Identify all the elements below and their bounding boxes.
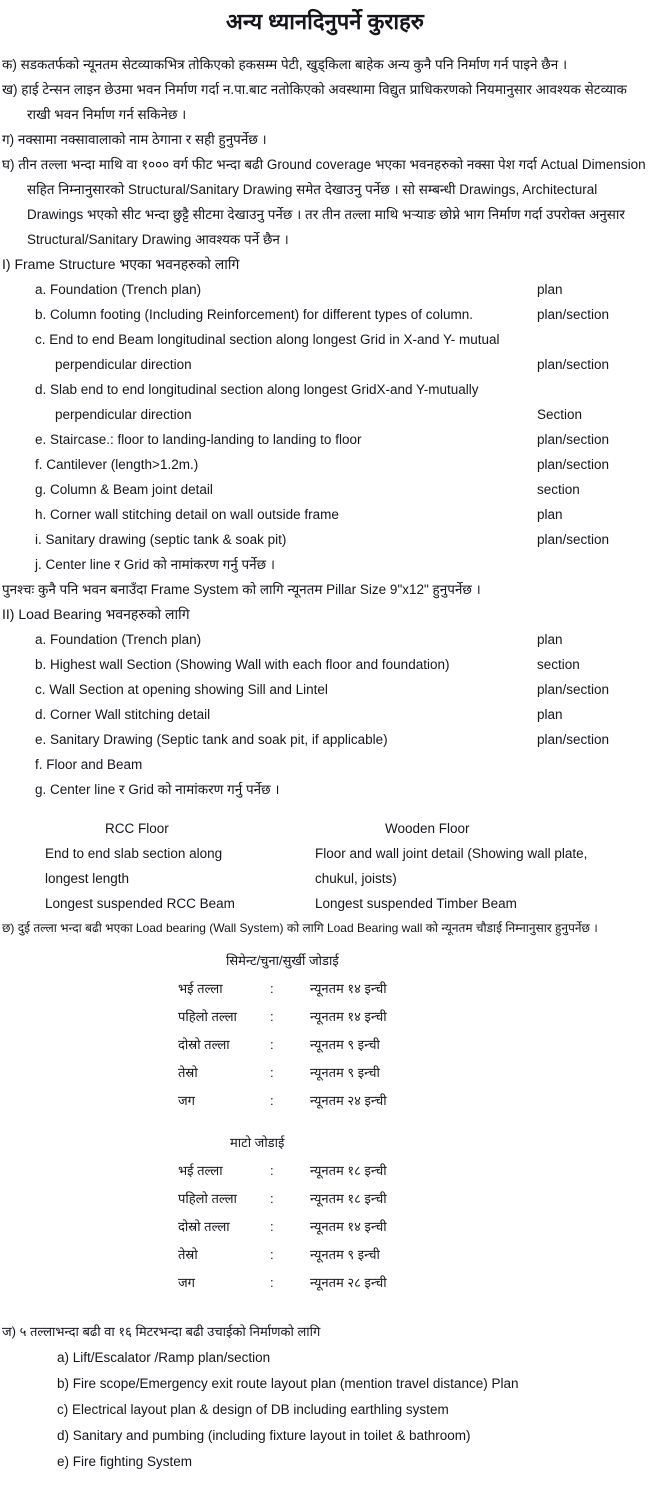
- separator: :: [270, 1093, 274, 1108]
- rcc-floor-cell: End to end slab section along longest length: [45, 846, 223, 886]
- mortar-row: [178, 1003, 648, 1031]
- drawing-type: plan: [537, 707, 563, 722]
- min-width-value: न्यूनतम ९ इन्ची: [310, 1037, 380, 1052]
- separator: :: [270, 1163, 274, 1178]
- min-width-value: न्यूनतम ९ इन्ची: [310, 1065, 380, 1080]
- requirement-row: [35, 727, 648, 752]
- floor-label: पहिलो तल्ला: [178, 1009, 237, 1024]
- min-width-value: न्यूनतम १४ इन्ची: [310, 1009, 387, 1024]
- wooden-floor-cell: Longest suspended Timber Beam: [315, 896, 517, 911]
- mortar-table-cement: [178, 947, 648, 1115]
- note-gha: घ) तीन तल्ला भन्दा माथि वा १००० वर्ग फीट भन्दा बढी Ground coverage भएका भवनहरुको नक्सा पेश गर्दा Actual Dimension सहित निम्नानुसारको Structural/Sanitary Drawing समेत देखाउनु पर्नेछ । सो सम्बन्धी Drawings, Architectural Drawings भएको सीट भन्दा छुट्टै सीटमा देखाउनु पर्नेछ । तर तीन तल्ला माथि भऱ्याङ छोप्ने भाग निर्माण गर्दा उपरोक्त अनुसार Structural/Sanitary Drawing आवश्यक पर्ने छैन ।: [2, 157, 646, 247]
- min-width-value: न्यूनतम २८ इन्ची: [310, 1275, 387, 1290]
- note-kha: ख) हाई टेन्सन लाइन छेउमा भवन निर्माण गर्दा न.पा.बाट नतोकिएको अवस्थामा विद्युत प्राधिकरणको नियमानुसार आवश्यक सेटव्याक राखी भवन निर्माण गर्न सकिनेछ ।: [2, 82, 627, 122]
- separator: :: [270, 981, 274, 996]
- floor-label: भई तल्ला: [178, 1163, 223, 1178]
- requirement-text: g. Column & Beam joint detail: [35, 482, 213, 497]
- drawing-type: plan/section: [537, 682, 610, 697]
- drawing-type: plan: [537, 632, 563, 647]
- requirement-row: [35, 652, 648, 677]
- min-width-value: न्यूनतम १८ इन्ची: [310, 1191, 387, 1206]
- requirement-text: h. Corner wall stitching detail on wall outside frame: [35, 507, 339, 522]
- requirement-row: [35, 752, 648, 777]
- drawing-type: plan: [537, 282, 563, 297]
- requirement-row: [35, 302, 648, 327]
- wooden-floor-header: Wooden Floor: [385, 821, 470, 836]
- requirement-text: j. Center line र Grid को नामांकरण गर्नु पर्नेछ ।: [35, 557, 275, 572]
- requirement-text: c. Wall Section at opening showing Sill and Lintel: [35, 682, 328, 697]
- requirement-row: [35, 452, 648, 477]
- tall-building-item: e) Fire fighting System: [57, 1454, 193, 1469]
- requirement-text: i. Sanitary drawing (septic tank & soak pit): [35, 532, 287, 547]
- wall-width-note: छ) दुई तल्ला भन्दा बढी भएका Load bearing (Wall System) को लागि Load Bearing wall को न्यूनतम चौडाई निम्नानुसार हुनुपर्नेछ ।: [2, 921, 598, 935]
- load-bearing-list: [2, 627, 648, 802]
- mortar-row: [178, 1241, 648, 1269]
- mortar-row: [178, 1185, 648, 1213]
- requirement-row: [35, 777, 648, 802]
- floor-type-table: [2, 816, 648, 916]
- requirement-row: [35, 377, 648, 427]
- requirement-row: [35, 327, 648, 377]
- frame-structure-list: [2, 277, 648, 577]
- frame-structure-postscript: पुनश्चः कुनै पनि भवन बनाउँदा Frame System को लागि न्यूनतम Pillar Size 9"x12" हुनुपर्नेछ ।: [2, 582, 481, 597]
- floor-label: तेस्रो: [178, 1065, 198, 1080]
- mortar-row: [178, 1269, 648, 1297]
- note-ga: ग) नक्सामा नक्सावालाको नाम ठेगाना र सही हुनुपर्नेछ ।: [2, 132, 267, 147]
- mortar-table-cement-title: सिमेन्ट/चुना/सुर्खी जोडाई: [226, 953, 339, 968]
- floor-label: दोस्रो तल्ला: [178, 1219, 230, 1234]
- mortar-table-mud: [178, 1129, 648, 1297]
- drawing-type: plan: [537, 507, 563, 522]
- requirement-text: f. Cantilever (length>1.2m.): [35, 457, 199, 472]
- rcc-floor-header: RCC Floor: [105, 821, 169, 836]
- rcc-floor-cell: Longest suspended RCC Beam: [45, 896, 235, 911]
- requirement-row: [35, 627, 648, 652]
- requirement-text: d. Corner Wall stitching detail: [35, 707, 211, 722]
- drawing-type: plan/section: [537, 457, 610, 472]
- separator: :: [270, 1065, 274, 1080]
- load-bearing-heading: II) Load Bearing भवनहरुको लागि: [2, 606, 190, 622]
- requirement-text: a. Foundation (Trench plan): [35, 632, 202, 647]
- tall-building-item: c) Electrical layout plan & design of DB including earthling system: [57, 1402, 449, 1417]
- requirement-row: [35, 677, 648, 702]
- requirement-row: [35, 702, 648, 727]
- requirement-row: [35, 552, 648, 577]
- drawing-type: plan/section: [537, 357, 610, 372]
- floor-label: जग: [178, 1093, 195, 1108]
- requirement-row: [35, 502, 648, 527]
- rcc-floor-column: [45, 816, 255, 916]
- min-width-value: न्यूनतम ९ इन्ची: [310, 1247, 380, 1262]
- separator: :: [270, 1219, 274, 1234]
- drawing-type: plan/section: [537, 532, 610, 547]
- requirement-text: e. Sanitary Drawing (Septic tank and soak pit, if applicable): [35, 732, 388, 747]
- requirement-text: b. Column footing (Including Reinforcement) for different types of column.: [35, 307, 473, 322]
- note-ka: क) सडकतर्फको न्यूनतम सेटव्याकभित्र तोकिएको हकसम्म पेटी, खुड्किला बाहेक अन्य कुनै पनि निर्माण गर्न पाइने छैन ।: [2, 57, 568, 72]
- requirement-row: [35, 277, 648, 302]
- requirement-text: e. Staircase.: floor to landing-landing to landing to floor: [35, 432, 362, 447]
- floor-label: पहिलो तल्ला: [178, 1191, 237, 1206]
- mortar-row: [178, 1087, 648, 1115]
- requirement-text: g. Center line र Grid को नामांकरण गर्नु पर्नेछ ।: [35, 782, 280, 797]
- requirement-row: [35, 477, 648, 502]
- separator: :: [270, 1275, 274, 1290]
- requirement-text: c. End to end Beam longitudinal section along longest Grid in X-and Y- mutual perpendicular direction: [35, 332, 500, 372]
- mortar-row: [178, 1059, 648, 1087]
- tall-building-item: a) Lift/Escalator /Ramp plan/section: [57, 1350, 271, 1365]
- wooden-floor-cell: Floor and wall joint detail (Showing wall plate, chukul, joists): [315, 846, 588, 886]
- mortar-row: [178, 1031, 648, 1059]
- drawing-type: section: [537, 482, 580, 497]
- wooden-floor-column: [315, 816, 600, 916]
- tall-building-list: [2, 1345, 648, 1475]
- requirement-text: a. Foundation (Trench plan): [35, 282, 202, 297]
- min-width-value: न्यूनतम १४ इन्ची: [310, 1219, 387, 1234]
- page-title: अन्य ध्यानदिनुपर्ने कुराहरु: [226, 9, 424, 34]
- requirement-text: d. Slab end to end longitudinal section along longest GridX-and Y-mutually perpendicular direction: [35, 382, 479, 422]
- drawing-type: section: [537, 657, 580, 672]
- floor-label: भई तल्ला: [178, 981, 223, 996]
- separator: :: [270, 1191, 274, 1206]
- requirement-text: f. Floor and Beam: [35, 757, 143, 772]
- mortar-row: [178, 975, 648, 1003]
- tall-building-heading: ज) ५ तल्लाभन्दा बढी वा १६ मिटरभन्दा बढी उचाईको निर्माणको लागि: [2, 1324, 321, 1339]
- min-width-value: न्यूनतम १४ इन्ची: [310, 981, 387, 996]
- min-width-value: न्यूनतम २४ इन्ची: [310, 1093, 387, 1108]
- drawing-type: plan/section: [537, 732, 610, 747]
- requirement-text: b. Highest wall Section (Showing Wall with each floor and foundation): [35, 657, 450, 672]
- frame-structure-heading: I) Frame Structure भएका भवनहरुको लागि: [2, 256, 240, 272]
- tall-building-item: d) Sanitary and pumbing (including fixture layout in toilet & bathroom): [57, 1428, 471, 1443]
- mortar-row: [178, 1213, 648, 1241]
- requirement-row: [35, 427, 648, 452]
- separator: :: [270, 1037, 274, 1052]
- min-width-value: न्यूनतम १८ इन्ची: [310, 1163, 387, 1178]
- floor-label: तेस्रो: [178, 1247, 198, 1262]
- requirement-row: [35, 527, 648, 552]
- drawing-type: plan/section: [537, 307, 610, 322]
- floor-label: जग: [178, 1275, 195, 1290]
- tall-building-item: b) Fire scope/Emergency exit route layout plan (mention travel distance) Plan: [57, 1376, 519, 1391]
- separator: :: [270, 1247, 274, 1262]
- mortar-row: [178, 1157, 648, 1185]
- drawing-type: plan/section: [537, 432, 610, 447]
- mortar-table-mud-title: माटो जोडाई: [230, 1135, 285, 1150]
- separator: :: [270, 1009, 274, 1024]
- floor-label: दोस्रो तल्ला: [178, 1037, 230, 1052]
- drawing-type: Section: [537, 407, 583, 422]
